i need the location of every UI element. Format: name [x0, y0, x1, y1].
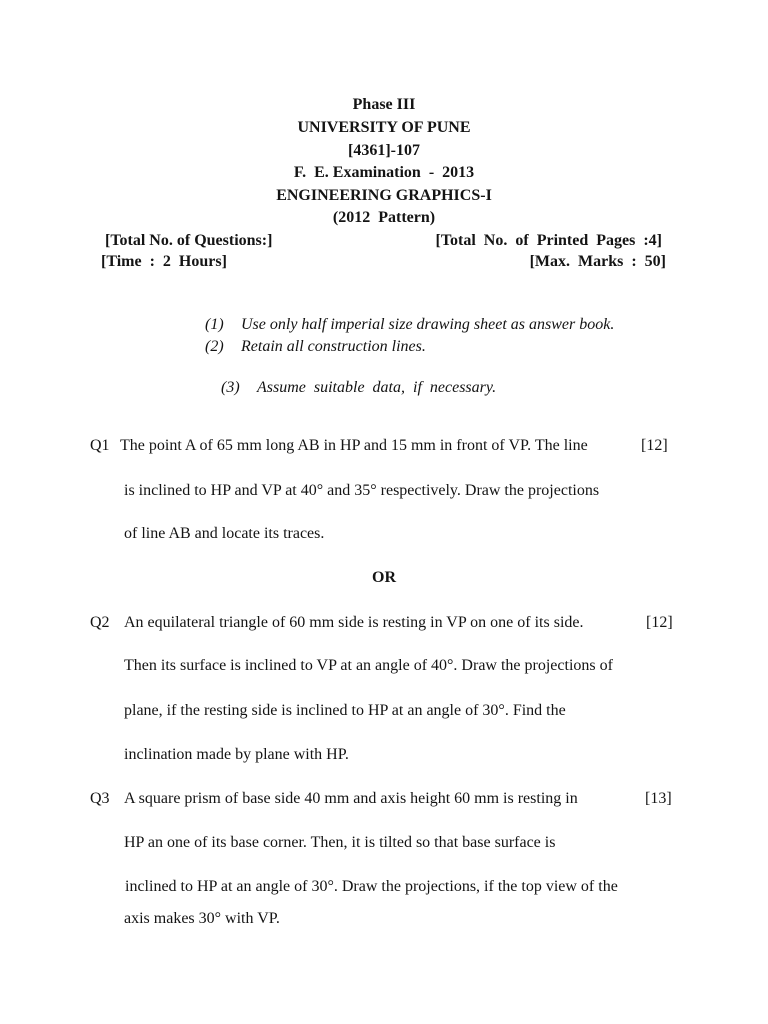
- question-2-line-4: inclination made by plane with HP.: [124, 746, 349, 763]
- max-marks: [Max. Marks : 50]: [529, 253, 666, 270]
- question-3-marks: [13]: [645, 790, 672, 807]
- paper-code: [4361]-107: [348, 142, 420, 159]
- instruction-number: (1): [205, 316, 224, 333]
- instruction-3: [205, 358, 496, 418]
- question-2-marks: [12]: [646, 614, 673, 631]
- time-allowed: [Time : 2 Hours]: [101, 253, 227, 270]
- question-2-line-2: Then its surface is inclined to VP at an angle of 40°. Draw the projections of: [124, 657, 613, 674]
- question-3-line-3: inclined to HP at an angle of 30°. Draw the projections, if the top view of the: [125, 878, 618, 895]
- question-2-label: Q2: [90, 614, 110, 631]
- subject-title: ENGINEERING GRAPHICS-I: [276, 187, 492, 204]
- total-questions: [Total No. of Questions:]: [105, 232, 273, 249]
- question-1-line-3: of line AB and locate its traces.: [124, 525, 325, 542]
- question-2-line-3: plane, if the resting side is inclined to HP at an angle of 30°. Find the: [124, 702, 566, 719]
- instruction-number: (2): [205, 338, 224, 355]
- instruction-text: Retain all construction lines.: [241, 338, 426, 355]
- question-3-line-4: axis makes 30° with VP.: [124, 910, 280, 927]
- exam-title: F. E. Examination - 2013: [293, 164, 475, 181]
- instruction-text: Assume suitable data, if necessary.: [257, 379, 497, 396]
- instruction-number: (3): [221, 379, 240, 396]
- question-1-label: Q1: [90, 437, 110, 454]
- university-title: UNIVERSITY OF PUNE: [297, 119, 471, 136]
- question-1-line-2: is inclined to HP and VP at 40° and 35° respectively. Draw the projections: [124, 482, 600, 499]
- question-3-label: Q3: [90, 790, 110, 807]
- or-divider: OR: [372, 569, 396, 586]
- question-3-line-2: HP an one of its base corner. Then, it is tilted so that base surface is: [124, 834, 556, 851]
- pattern-label: (2012 Pattern): [332, 209, 436, 226]
- phase-title: Phase III: [352, 96, 416, 113]
- instruction-text: Use only half imperial size drawing sheet as answer book.: [241, 316, 615, 333]
- question-2-line-1: An equilateral triangle of 60 mm side is resting in VP on one of its side.: [124, 614, 584, 631]
- printed-pages: [Total No. of Printed Pages :4]: [435, 232, 662, 249]
- instruction-1: [205, 315, 614, 335]
- question-3-line-1: A square prism of base side 40 mm and axis height 60 mm is resting in: [124, 790, 578, 807]
- instruction-2: [205, 337, 426, 357]
- question-1-marks: [12]: [641, 437, 668, 454]
- question-1-line-1: The point A of 65 mm long AB in HP and 15 mm in front of VP. The line: [120, 437, 588, 454]
